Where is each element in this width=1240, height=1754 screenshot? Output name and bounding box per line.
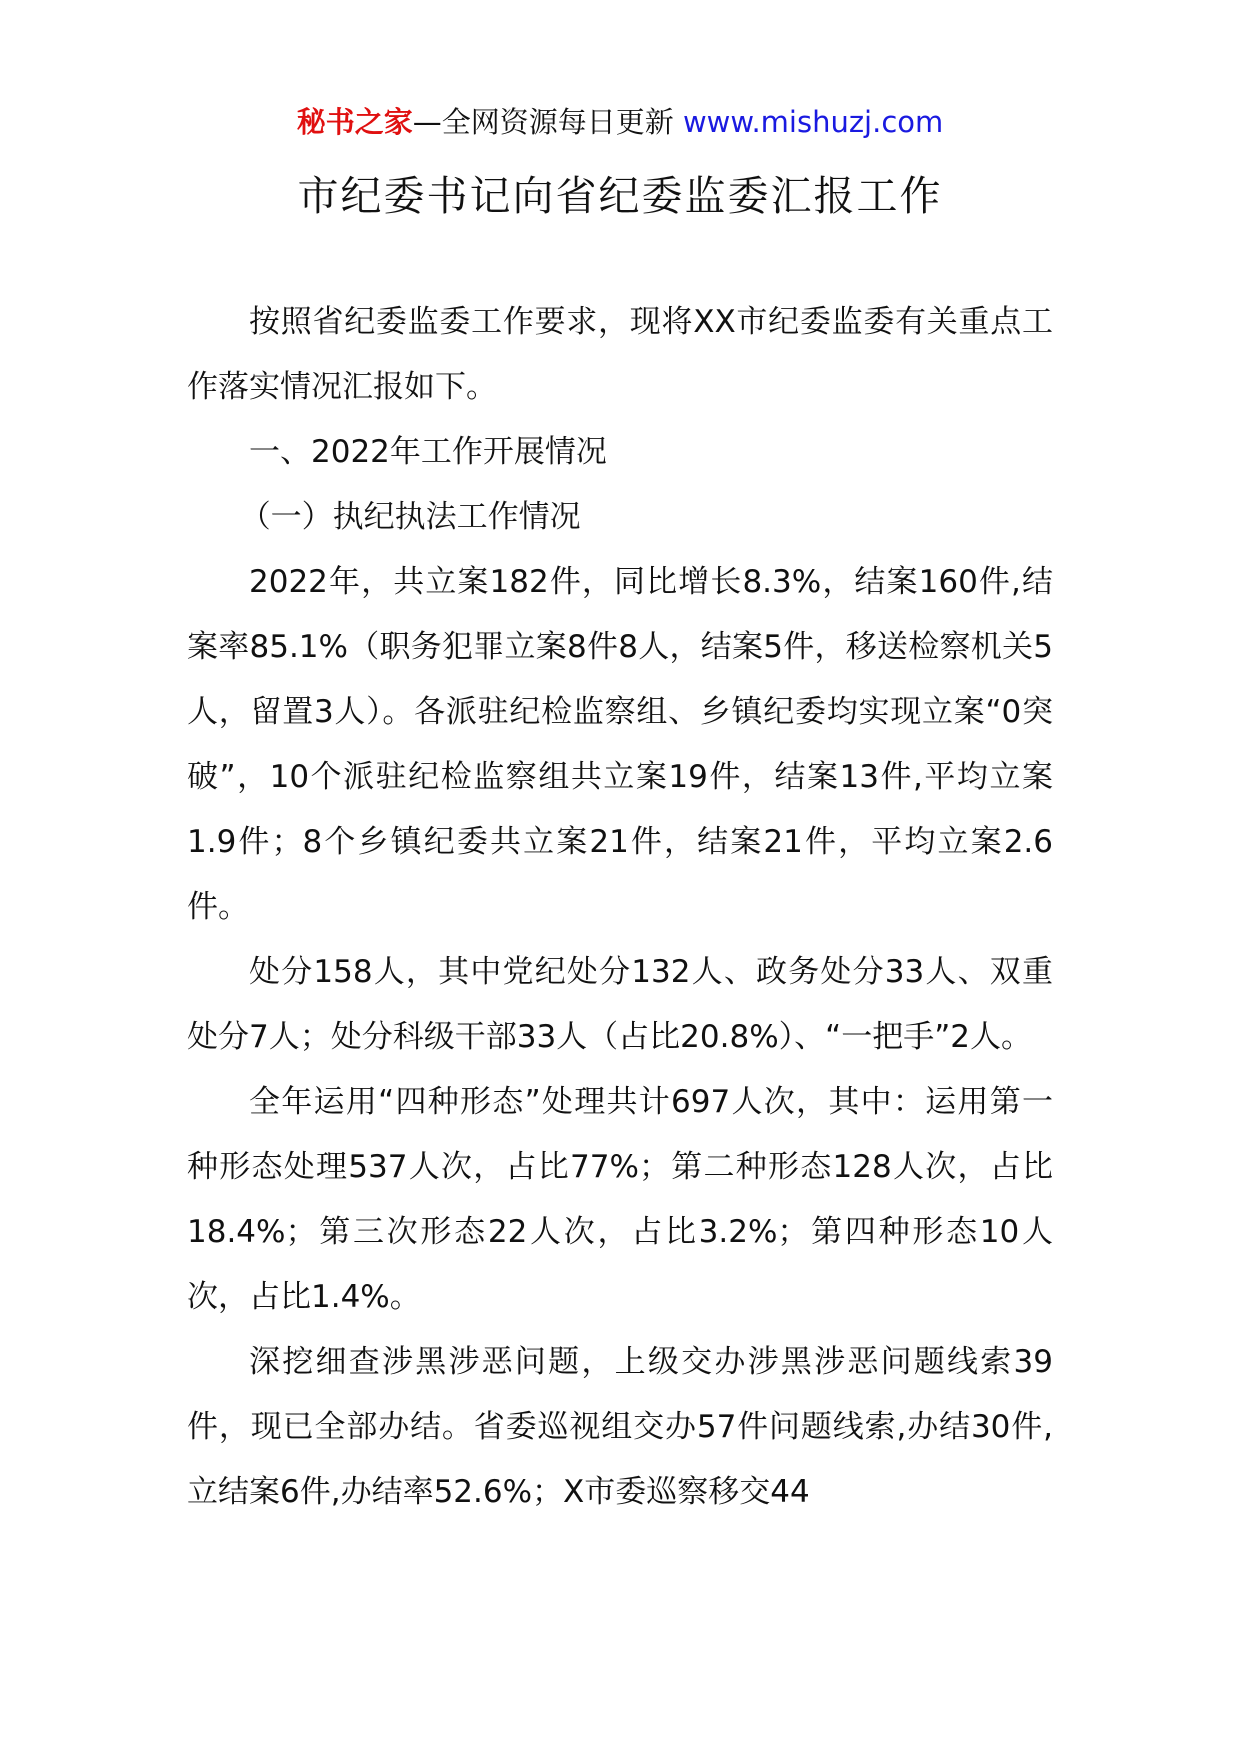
paragraph-intro: 按照省纪委监委工作要求，现将XX市纪委监委有关重点工作落实情况汇报如下。: [187, 304, 1053, 405]
paragraph-four-forms: 全年运用“四种形态”处理共计697人次，其中：运用第一种形态处理537人次，占比77%；第二种形态128人次，占比18.4%；第三次形态22人次，占比3.2%；第四种形态10人次，占比1.4%。: [187, 1084, 1053, 1315]
paragraph-punishments: 处分158人，其中党纪处分132人、政务处分33人、双重处分7人；处分科级干部33人（占比20.8%）、“一把手”2人。: [187, 954, 1053, 1055]
subsection-heading: （一）执纪执法工作情况: [239, 499, 581, 535]
section-heading: 一、2022年工作开展情况: [249, 434, 607, 470]
site-header: [0, 102, 1240, 142]
site-brand: 秘书之家: [296, 105, 413, 139]
document-body: [187, 290, 1053, 1525]
paragraph-gang-crime: 深挖细查涉黑涉恶问题，上级交办涉黑涉恶问题线索39件，现已全部办结。省委巡视组交办57件问题线索,办结30件,立结案6件,办结率52.6%；X市委巡察移交44: [187, 1344, 1053, 1510]
site-tagline: —全网资源每日更新: [412, 105, 674, 139]
paragraph-cases: 2022年，共立案182件，同比增长8.3%，结案160件,结案率85.1%（职务犯罪立案8件8人，结案5件，移送检察机关5人，留置3人）。各派驻纪检监察组、乡镇纪委均实现立案“0突破”，10个派驻纪检监察组共立案19件，结案13件,平均立案1.9件；8个乡镇纪委共立案21件，结案21件，平均立案2.6件。: [187, 564, 1053, 925]
site-url-link[interactable]: www.mishuzj.com: [682, 105, 944, 139]
document-title: 市纪委书记向省纪委监委汇报工作: [297, 172, 943, 220]
